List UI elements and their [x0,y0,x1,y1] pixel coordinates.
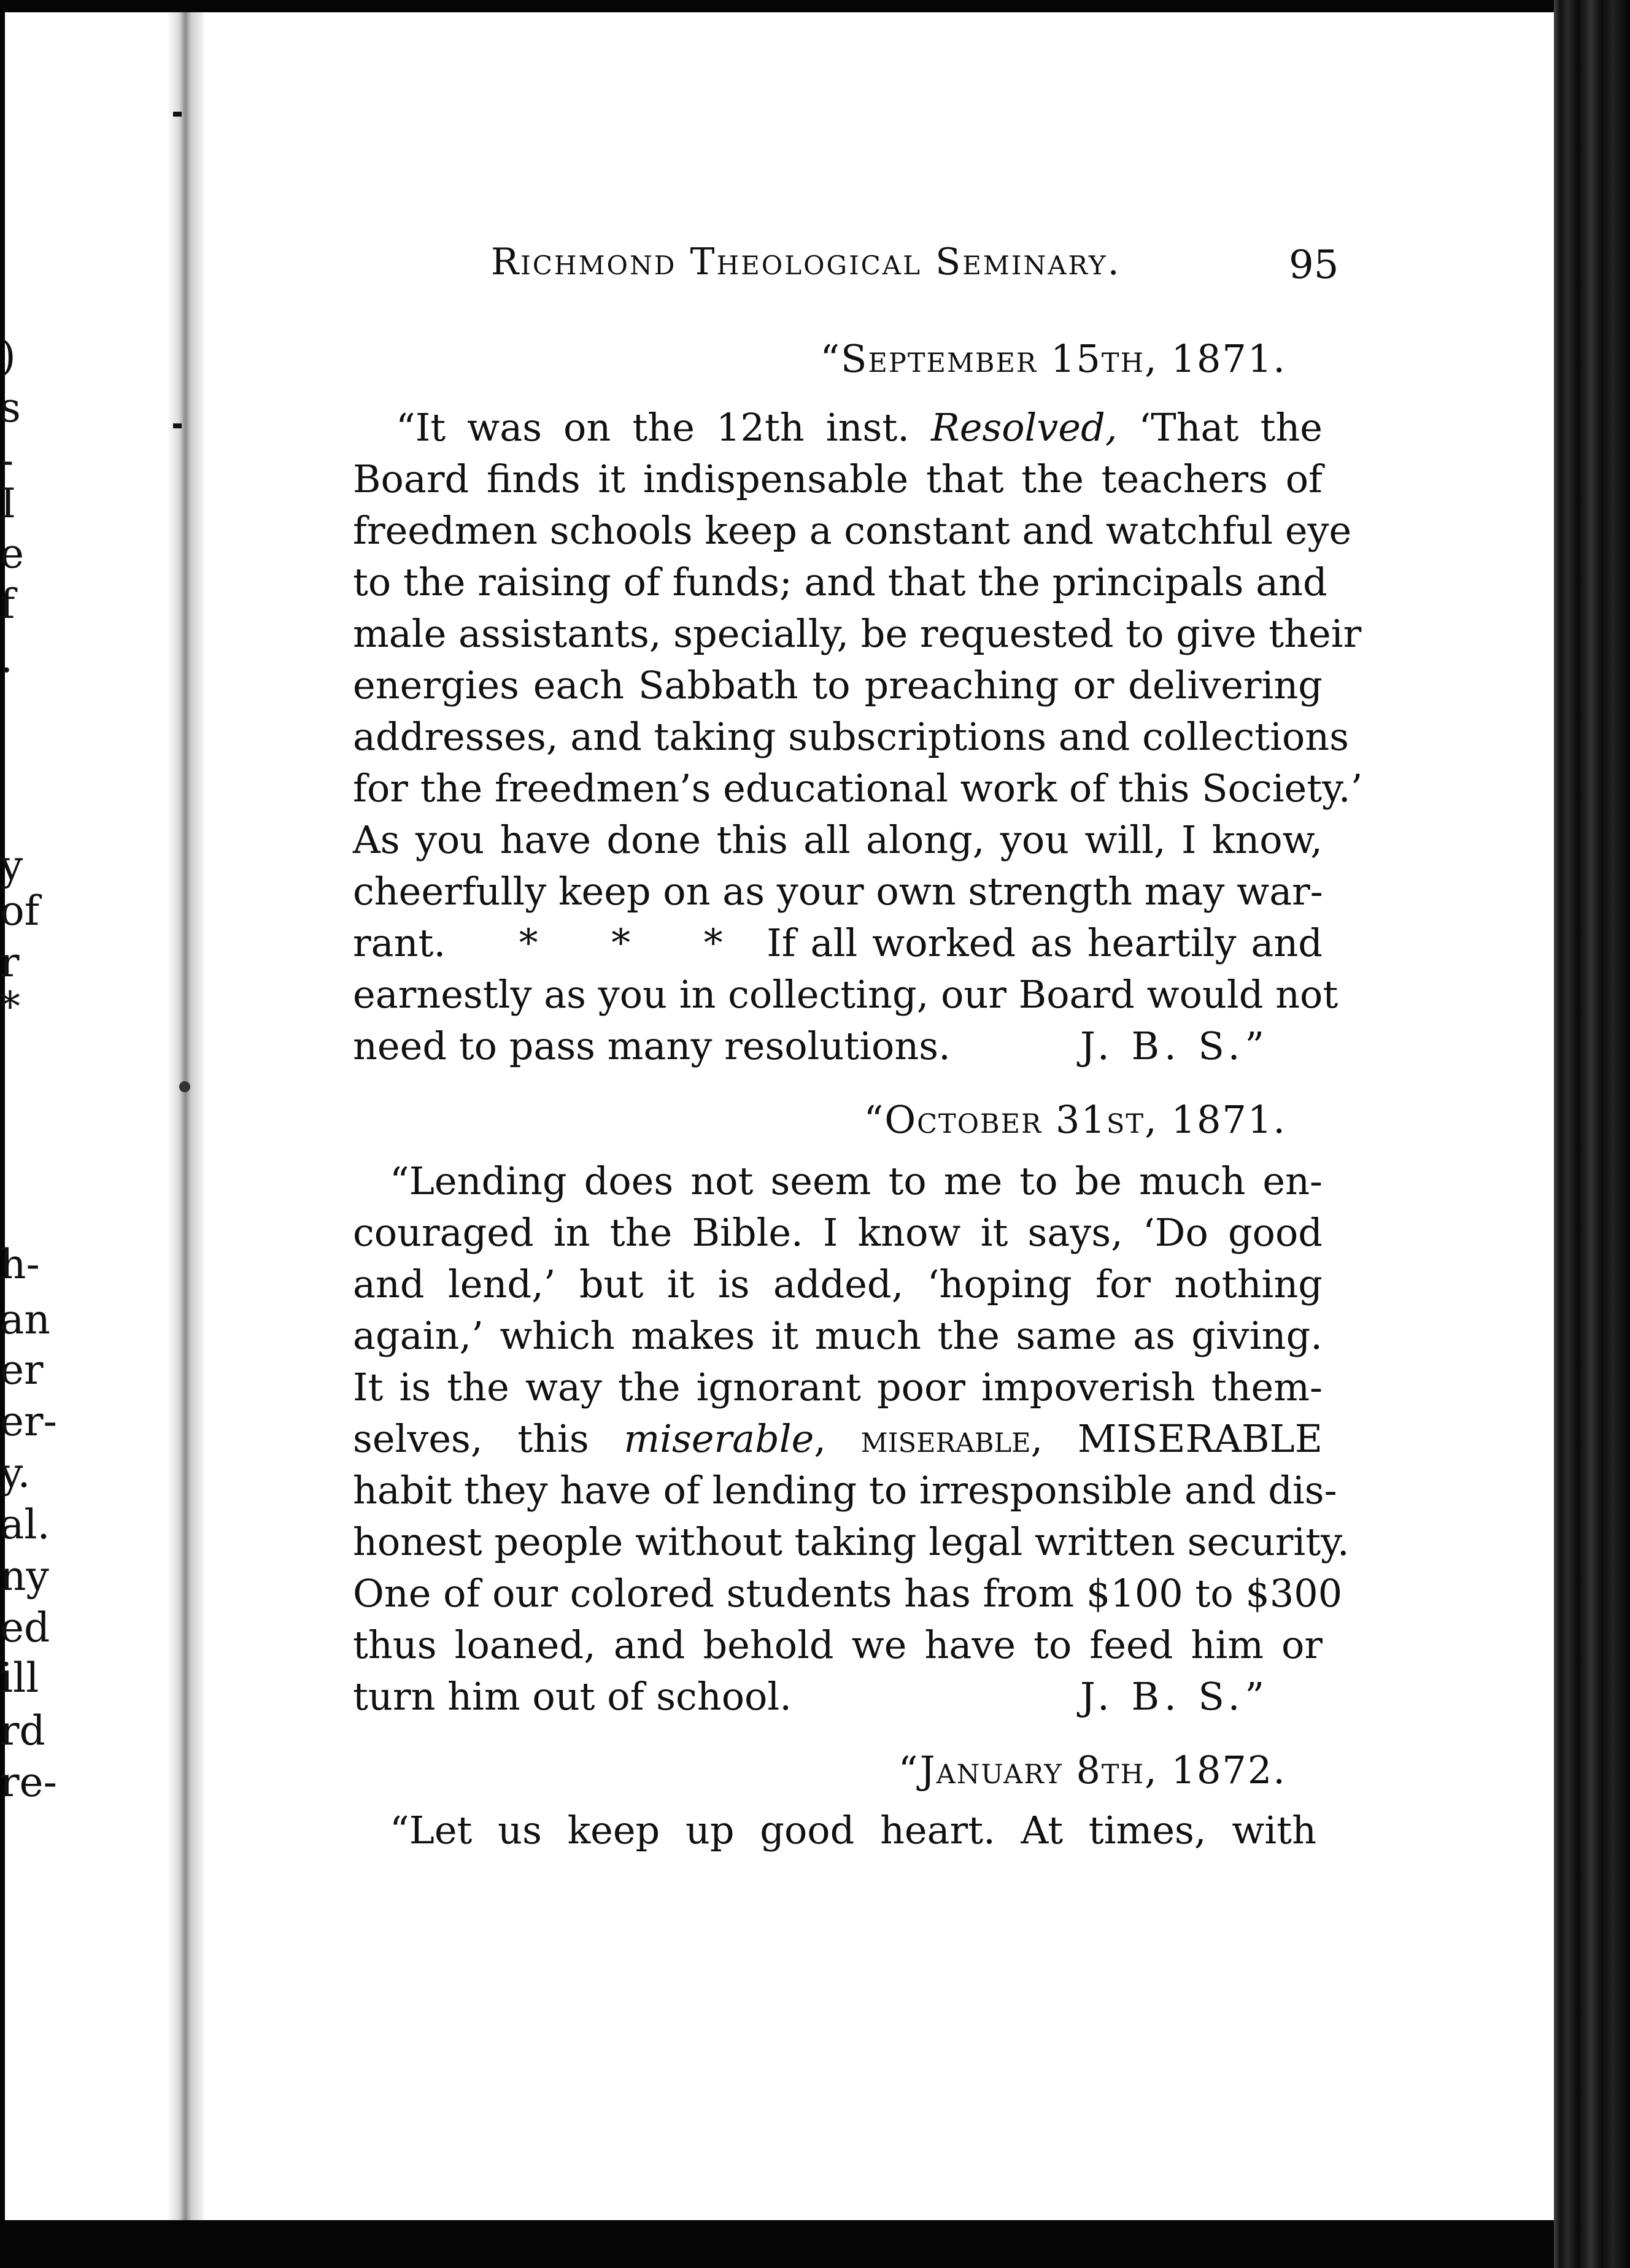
text-line: cheerfully keep on as your own strength may war- [353,869,1323,914]
text-line: habit they have of lending to irresponsible and dis- [353,1468,1337,1513]
text-line: honest people without taking legal written security. [353,1519,1350,1564]
fragment: er- [0,1398,57,1445]
gutter-rivet [179,1081,190,1092]
signature: J. B. S.” [1080,1024,1270,1068]
letter-date: “September 15th, 1871. [820,336,1286,381]
fragment: f [0,580,15,628]
fragment: er [0,1346,44,1394]
gutter-mark [173,423,182,428]
fragment: ny [0,1552,49,1600]
fragment: - [0,437,14,484]
fragment: ill [0,1654,39,1702]
fragment: y. [0,1449,31,1497]
fragment: s [0,384,21,431]
signature: J. B. S.” [1080,1674,1270,1719]
fragment: re- [0,1759,57,1806]
text-line: “Let us keep up good heart. At times, with [390,1808,1316,1853]
fragment: * [0,983,20,1030]
text-line: rant. * * * If all worked as heartily and [353,920,1323,965]
page-gutter [167,12,204,2220]
scan-border-bottom [0,2220,1630,2268]
text-line: Board finds it indispensable that the teachers of [353,457,1323,501]
text-line: freedmen schools keep a constant and watchful eye [353,508,1352,553]
running-title: Richmond Theological Seminary. [491,241,1121,284]
text-line: thus loaned, and behold we have to feed him or [353,1622,1323,1667]
text-line: need to pass many resolutions. [353,1024,951,1068]
fragment: . [0,634,13,682]
scan-border-top [0,0,1630,12]
text-line: “It was on the 12th inst. Resolved, ‘That the [396,405,1323,450]
letter-date: “October 31st, 1871. [863,1097,1286,1142]
fragment: I [0,480,17,527]
fragment: r [0,939,20,986]
letter-date: “January 8th, 1872. [898,1748,1286,1792]
text-line: As you have done this all along, you will, I know, [353,817,1323,862]
fragment: an [0,1296,50,1343]
fragment: rd [0,1707,45,1754]
fragment: h- [0,1241,40,1288]
fragment: e [0,530,25,577]
text-line: turn him out of school. [353,1674,792,1719]
text-line: to the raising of funds; and that the principals and [353,560,1327,604]
text-line: couraged in the Bible. I know it says, ‘Do good [353,1210,1323,1255]
text-line: energies each Sabbath to preaching or delivering [353,663,1323,708]
fragment: al. [0,1501,50,1548]
book-edge [1554,0,1630,2268]
gutter-mark [173,112,182,117]
text-line: “Lending does not seem to me to be much en- [390,1159,1323,1203]
text-line: male assistants, specially, be requested to give their [353,611,1362,656]
text-line: addresses, and taking subscriptions and collections [353,714,1350,759]
fragment: of [0,887,40,935]
fragment: ) [0,333,16,380]
text-line: earnestly as you in collecting, our Board would not [353,972,1338,1017]
fragment: y [0,842,23,889]
fragment: ed [0,1604,50,1651]
text-line: selves, this miserable, miserable, MISERABLE [353,1416,1323,1461]
page-number: 95 [1289,242,1339,288]
text-line: for the freedmen’s educational work of this Society.’ [353,766,1363,811]
text-line: One of our colored students has from $100 to $300 [353,1571,1343,1616]
text-line: It is the way the ignorant poor impoverish them- [353,1365,1323,1410]
text-line: and lend,’ but it is added, ‘hoping for nothing [353,1262,1323,1306]
text-line: again,’ which makes it much the same as giving. [353,1313,1323,1358]
